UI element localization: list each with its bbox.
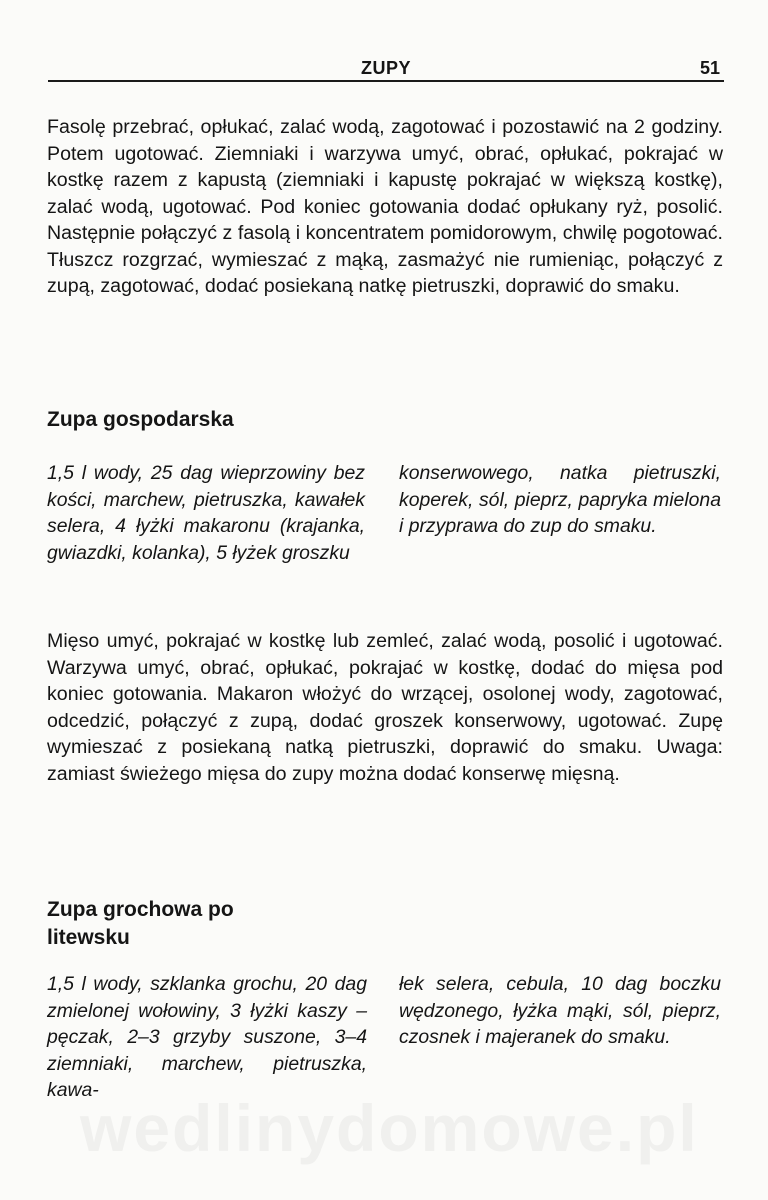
ingredients-left-column: 1,5 l wody, 25 dag wieprzowiny bez kości, marchew, pietruszka, kawałek selera, 4 łyżki makaronu (krajanka, gwiazdki, kolanka), 5 łyżek groszku [47, 462, 365, 564]
method-paragraph: Mięso umyć, pokrajać w kostkę lub zemleć, zalać wodą, posolić i ugotować. Warzywa umyć, obrać, opłukać, pokrajać w kostkę, dodać do mięsa pod koniec gotowania. Makaron włożyć do wrzącej, osolonej wody, zagotować, odcedzić, połączyć z zupą, dodać groszek konserwowy, ugotować. Zupę wymieszać z posiekaną natką pietruszki, doprawić do smaku. Uwaga: zamiast świeżego mięsa do zupy można dodać konserwę mięsną. [47, 630, 723, 785]
recipe-title-line-1: Zupa grochowa po [47, 898, 234, 921]
ingredients-right-column: konserwowego, natka pietruszki, koperek, sól, pieprz, papryka mielona i przyprawa do zup do smaku. [399, 462, 721, 537]
ingredients-right-column: łek selera, cebula, 10 dag boczku wędzonego, łyżka mąki, sól, pieprz, czosnek i majeranek do smaku. [399, 973, 721, 1048]
recipe-title-line-2: litewsku [47, 926, 130, 949]
recipe-title-zupa-gospodarska: Zupa gospodarska [47, 408, 234, 431]
page-number: 51 [699, 58, 720, 78]
ingredients-left-column: 1,5 l wody, szklanka grochu, 20 dag zmielonej wołowiny, 3 łyżki kaszy – pęczak, 2–3 grzyby suszone, 3–4 ziemniaki, marchew, pietruszka, kawa- [47, 973, 367, 1101]
page-header [48, 56, 724, 82]
intro-paragraph: Fasolę przebrać, opłukać, zalać wodą, zagotować i pozostawić na 2 godziny. Potem ugotować. Ziemniaki i warzywa umyć, obrać, opłukać, pokrajać w kostkę razem z kapustą (ziemniaki i kapustę pokrajać w większą kostkę), zalać wodą, ugotować. Pod koniec gotowania dodać opłukany ryż, posolić. Następnie połączyć z fasolą i koncentratem pomidorowym, chwilę pogotować. Tłuszcz rozgrzać, wymieszać z mąką, zasmażyć nie rumieniąc, połączyć z zupą, zagotować, dodać posiekaną natkę pietruszki, doprawić do smaku. [47, 116, 723, 297]
watermark: wedlinydomowe.pl [80, 1091, 699, 1165]
recipe-title-zupa-grochowa [47, 896, 234, 952]
section-name: ZUPY [360, 58, 411, 78]
